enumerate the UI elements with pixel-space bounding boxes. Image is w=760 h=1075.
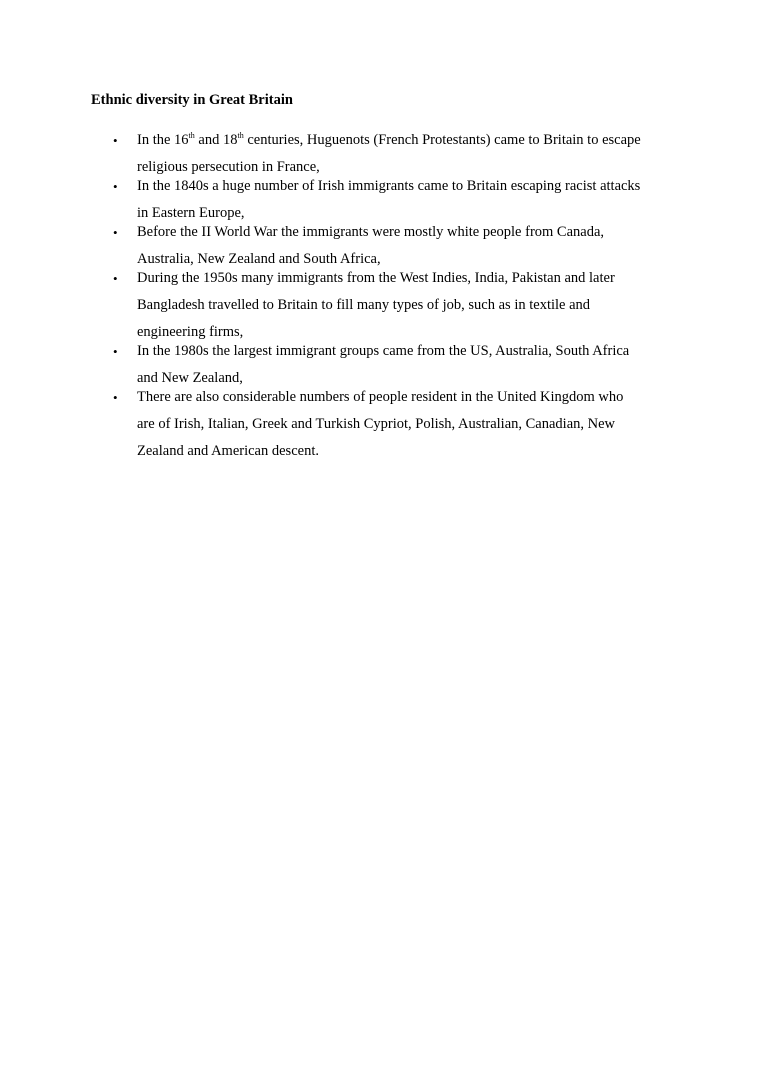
bullet-list: [0, 127, 760, 465]
text-run: In the 16: [137, 132, 189, 148]
list-item-line: Australia, New Zealand and South Africa,: [137, 251, 381, 267]
text-run: and 18: [194, 132, 238, 148]
list-item-line: In the 1840s a huge number of Irish immigrants came to Britain escaping racist attacks: [137, 178, 641, 194]
list-item-line: In the 1980s the largest immigrant groups came from the US, Australia, South Africa: [137, 343, 630, 359]
list-item-line: engineering firms,: [137, 324, 244, 340]
document-heading: Ethnic diversity in Great Britain: [91, 92, 293, 108]
bullet-icon: •: [113, 271, 118, 286]
list-item: [0, 265, 682, 346]
bullet-icon: •: [113, 344, 118, 359]
list-item-line: are of Irish, Italian, Greek and Turkish Cypriot, Polish, Australian, Canadian, New: [137, 416, 616, 432]
list-item: [0, 384, 682, 465]
bullet-icon: •: [113, 225, 118, 240]
bullet-icon: •: [113, 390, 118, 405]
list-item-line: There are also considerable numbers of people resident in the United Kingdom who: [137, 389, 624, 405]
list-item-line: [137, 127, 682, 154]
ordinal-suffix: th: [237, 131, 244, 140]
text-run: centuries, Huguenots (French Protestants) came to Britain to escape: [243, 132, 641, 148]
list-item-line: Zealand and American descent.: [137, 443, 319, 459]
list-item-line: in Eastern Europe,: [137, 205, 245, 221]
ordinal-suffix: th: [188, 131, 195, 140]
bullet-icon: •: [113, 133, 118, 148]
list-item-line: During the 1950s many immigrants from the West Indies, India, Pakistan and later: [137, 270, 615, 286]
list-item-line: Bangladesh travelled to Britain to fill many types of job, such as in textile and: [137, 297, 591, 313]
list-item-line: and New Zealand,: [137, 370, 243, 386]
list-item-line: religious persecution in France,: [137, 159, 320, 175]
list-item-line: Before the II World War the immigrants were mostly white people from Canada,: [137, 224, 605, 240]
bullet-icon: •: [113, 179, 118, 194]
